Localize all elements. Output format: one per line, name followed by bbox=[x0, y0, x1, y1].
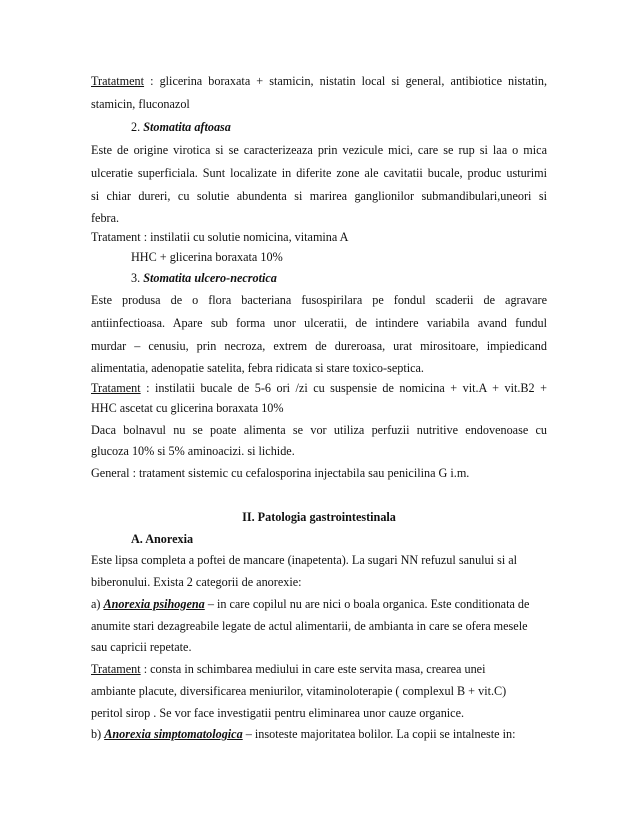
text-line: Tratatment : glicerina boraxata + stamicin, nistatin local si general, antibiotice nistatin, bbox=[91, 74, 547, 88]
text-line: alimentatia, adenopatie satelita, febra ridicata si stare toxico-septica. bbox=[91, 361, 424, 375]
treatment-label: Tratatment bbox=[91, 74, 145, 88]
section-heading: A. Anorexia bbox=[131, 532, 194, 546]
text-line: Este lipsa completa a poftei de mancare (inapetenta). La sugari NN refuzul sanului si al bbox=[91, 553, 518, 567]
text-line: Este produsa de o flora bacteriana fusospirilara pe fondul scaderii de agravare bbox=[91, 293, 547, 307]
text-line: antiinfectioasa. Apare sub forma unor ulceratii, de intindere variabila avand fundul bbox=[91, 316, 547, 330]
text-line: Daca bolnavul nu se poate alimenta se vor utiliza perfuzii nutritive endovenoase cu bbox=[91, 423, 547, 437]
text-line: HHC ascetat cu glicerina boraxata 10% bbox=[91, 401, 284, 415]
text-line: Tratament : instilatii bucale de 5-6 ori /zi cu suspensie de nomicina + vit.A + vit.B2 + bbox=[91, 381, 547, 395]
text-line: ulceratie superficiala. Sunt localizate in diferite zone ale cavitatii bucale, produc usturimi bbox=[91, 166, 547, 180]
text-line: ambiante placute, diversificarea meniurilor, vitaminoloterapie ( complexul B + vit.C) bbox=[91, 684, 507, 698]
text-line: b) Anorexia simptomatologica – insoteste majoritatea bolilor. La copii se intalneste in: bbox=[91, 727, 516, 741]
text-line: peritol sirop . Se vor face investigatii pentru eliminarea unor cauze organice. bbox=[91, 706, 465, 720]
chapter-heading: II. Patologia gastrointestinala bbox=[242, 510, 396, 524]
subsection-title: Anorexia psihogena bbox=[103, 597, 205, 611]
text-line: General : tratament sistemic cu cefalosporina injectabila sau penicilina G i.m. bbox=[91, 466, 470, 480]
section-heading: 3. Stomatita ulcero-necrotica bbox=[131, 271, 277, 285]
text-line: glucoza 10% si 5% aminoacizi. si lichide. bbox=[91, 444, 295, 458]
treatment-label: Tratament bbox=[91, 381, 141, 395]
text-line: stamicin, fluconazol bbox=[91, 97, 190, 111]
text-line: sau capricii repetate. bbox=[91, 640, 192, 654]
text-line: anumite stari dezagreabile legate de actul alimentarii, de ambianta in care se ofera mesele bbox=[91, 619, 528, 633]
subsection-title: Anorexia simptomatologica bbox=[104, 727, 243, 741]
text-line: a) Anorexia psihogena – in care copilul nu are nici o boala organica. Este conditionata de bbox=[91, 597, 530, 611]
text-line: HHC + glicerina boraxata 10% bbox=[131, 250, 283, 264]
text-line: Tratament : instilatii cu solutie nomicina, vitamina A bbox=[91, 230, 349, 244]
treatment-label: Tratament bbox=[91, 662, 141, 676]
text-line: Este de origine virotica si se caracterizeaza prin vezicule mici, care se rup si laa o mica bbox=[91, 143, 547, 157]
text-line: febra. bbox=[91, 211, 120, 225]
text-line: si chiar dureri, cu solutie abundenta si marirea ganglionilor submandibulari,uneori si bbox=[91, 189, 547, 203]
text-line: biberonului. Exista 2 categorii de anorexie: bbox=[91, 575, 302, 589]
text-line: murdar – cenusiu, prin necroza, extrem de dureroasa, urat mirositoare, impiedicand bbox=[91, 339, 547, 353]
text-line: Tratament : consta in schimbarea mediului in care este servita masa, crearea unei bbox=[91, 662, 486, 676]
section-heading: 2. Stomatita aftoasa bbox=[131, 120, 231, 134]
